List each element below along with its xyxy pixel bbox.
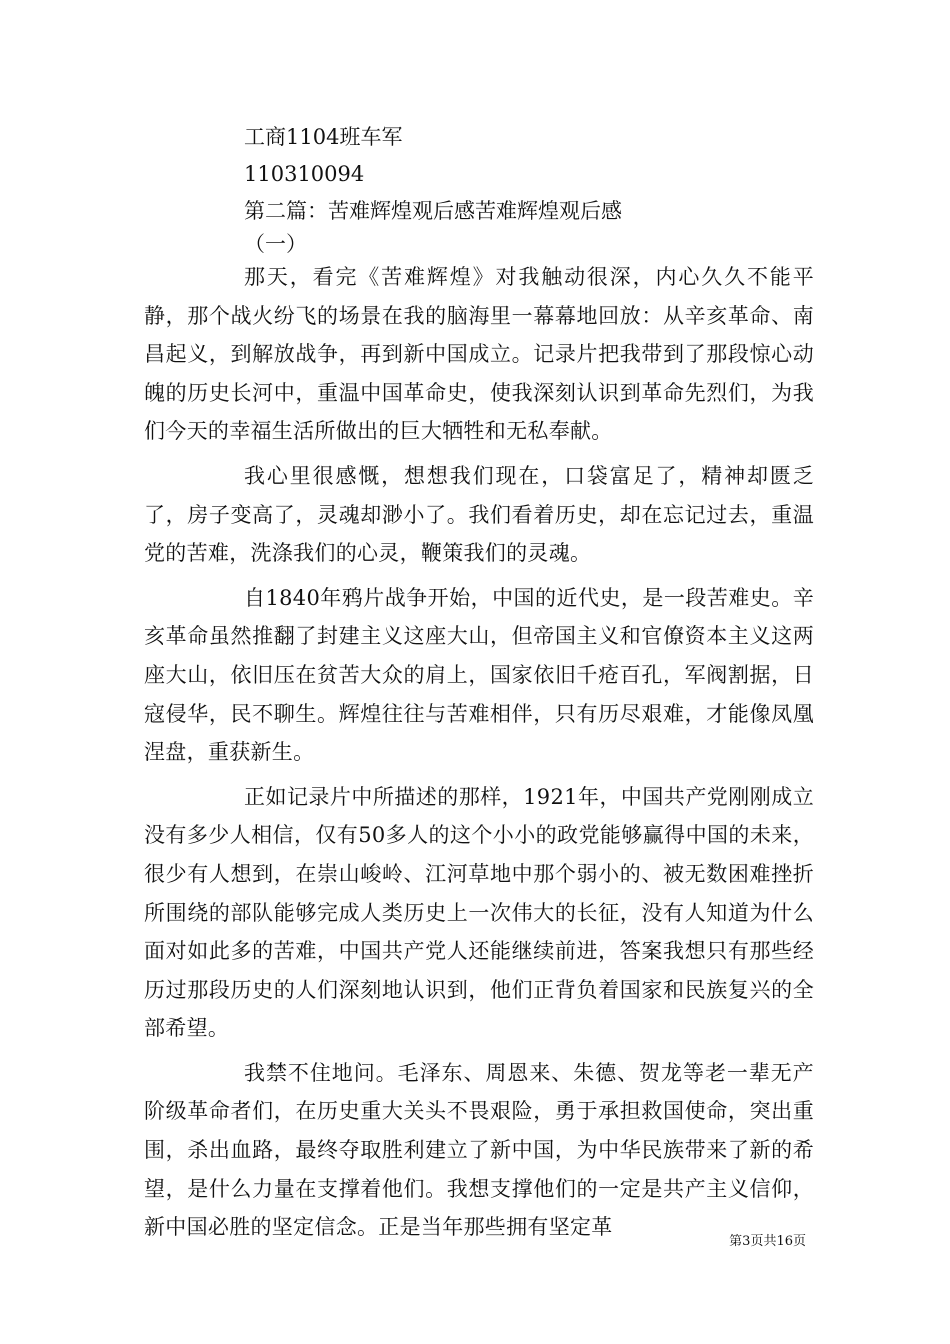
page-number: 第3页共16页	[729, 1234, 806, 1249]
article-body	[144, 258, 814, 1247]
subsection-number: （一）	[244, 232, 307, 256]
paragraph-5: 我禁不住地问。毛泽东、周恩来、朱德、贺龙等老一辈无产阶级革命者们，在历史重大关头不畏艰险，勇于承担救国使命，突出重围，杀出血路，最终夺取胜利建立了新中国，为中华民族带来了新的希望，是什么力量在支撑着他们。我想支撑他们的一定是共产主义信仰，新中国必胜的坚定信念。正是当年那些拥有坚定革	[144, 1060, 814, 1240]
author-line: 工商1104班车军	[244, 125, 403, 149]
student-id: 110310094	[244, 162, 365, 186]
paragraph-1: 那天，看完《苦难辉煌》对我触动很深，内心久久不能平静，那个战火纷飞的场景在我的脑海里一幕幕地回放：从辛亥革命、南昌起义，到解放战争，再到新中国成立。记录片把我带到了那段惊心动魄的历史长河中，重温中国革命史，使我深刻认识到革命先烈们，为我们今天的幸福生活所做出的巨大牺牲和无私奉献。	[144, 265, 814, 444]
paragraph-4: 正如记录片中所描述的那样，1921年，中国共产党刚刚成立没有多少人相信，仅有50多人的这个小小的政党能够赢得中国的未来，很少有人想到，在崇山峻岭、江河草地中那个弱小的、被无数困难挫折所围绕的部队能够完成人类历史上一次伟大的长征，没有人知道为什么面对如此多的苦难，中国共产党人还能继续前进，答案我想只有那些经历过那段历史的人们深刻地认识到，他们正背负着国家和民族复兴的全部希望。	[144, 784, 814, 1041]
paragraph-3: 自1840年鸦片战争开始，中国的近代史，是一段苦难史。辛亥革命虽然推翻了封建主义这座大山，但帝国主义和官僚资本主义这两座大山，依旧压在贫苦大众的肩上，国家依旧千疮百孔，军阀割据，日寇侵华，民不聊生。辉煌往往与苦难相伴，只有历尽艰难，才能像凤凰涅盘，重获新生。	[144, 585, 814, 765]
section-title: 第二篇：苦难辉煌观后感苦难辉煌观后感	[244, 199, 622, 223]
paragraph-2: 我心里很感慨，想想我们现在，口袋富足了，精神却匮乏了，房子变高了，灵魂却渺小了。我们看着历史，却在忘记过去，重温党的苦难，洗涤我们的心灵，鞭策我们的灵魂。	[144, 463, 814, 566]
